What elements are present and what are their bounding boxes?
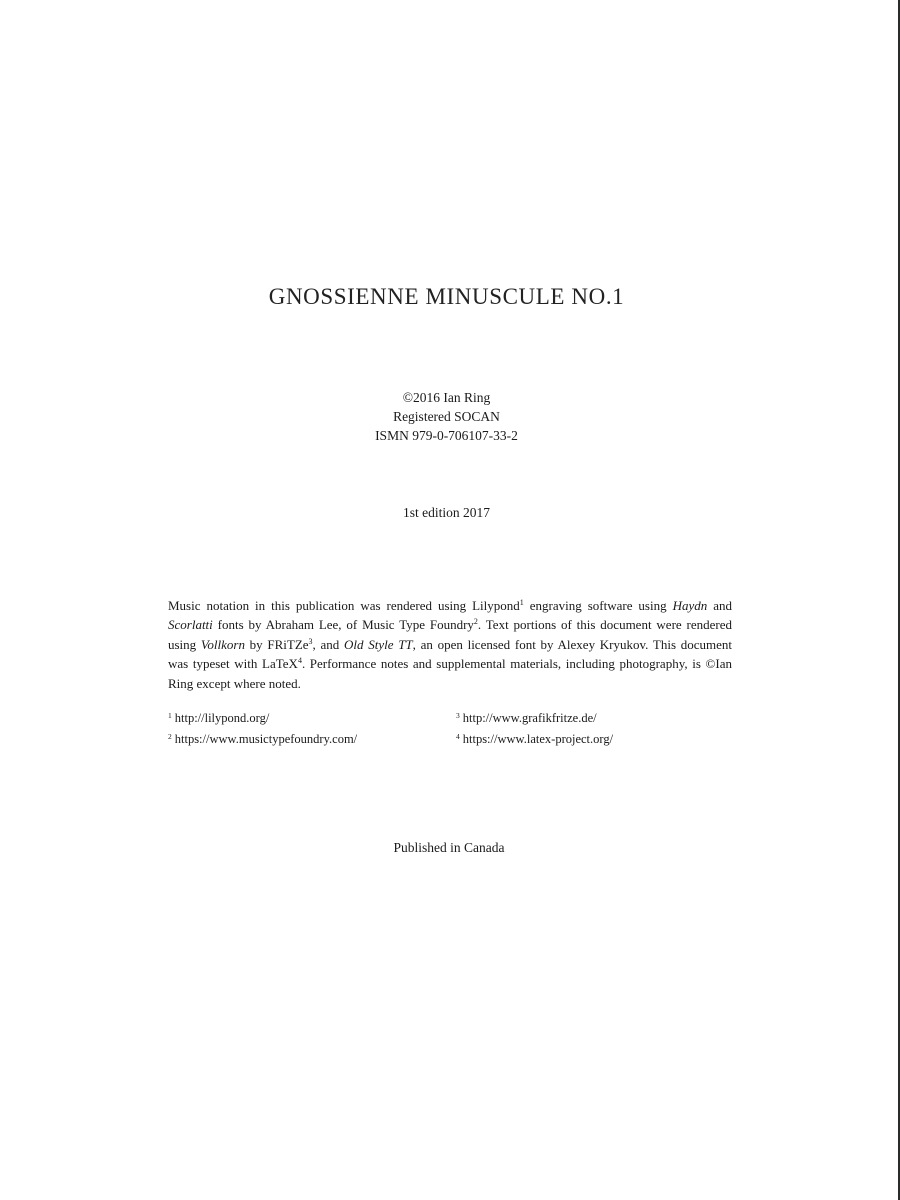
footnote-number: 3 bbox=[456, 711, 460, 720]
page-title: GNOSSIENNE MINUSCULE NO.1 bbox=[268, 284, 625, 309]
credits-text: fonts by Abraham Lee, of Music Type Foundry bbox=[212, 617, 474, 633]
credits-text: Music notation in this publication was rendered using Lilypond bbox=[168, 598, 520, 613]
credits-text: by FRiTZe bbox=[244, 636, 309, 652]
footnote-item bbox=[456, 729, 613, 750]
footnote-number: 4 bbox=[456, 732, 460, 741]
credits-text: engraving software using bbox=[523, 598, 673, 613]
published-line: Published in Canada bbox=[393, 840, 505, 855]
font-name-scorlatti: Scorlatti bbox=[168, 617, 213, 633]
credits-text: , and bbox=[312, 636, 344, 652]
registration-line: Registered SOCAN bbox=[393, 409, 500, 424]
font-name-vollkorn: Vollkorn bbox=[200, 636, 245, 652]
credits-text: . Performance notes and supplemental materials, including photography, is ©Ian Ring except where noted. bbox=[168, 656, 733, 691]
credits-text: , an open licensed font by Alexey Kryukov. This document was typeset with LaTeX bbox=[168, 636, 732, 672]
font-name-oldstyle: Old Style TT bbox=[344, 636, 413, 652]
font-name-haydn: Haydn bbox=[672, 598, 708, 613]
footnote-item bbox=[456, 708, 597, 729]
footnote-item bbox=[168, 729, 357, 750]
footnote-url: http://www.grafikfritze.de/ bbox=[462, 711, 597, 725]
copyright-block bbox=[0, 388, 893, 445]
footnote-ref: 4 bbox=[297, 656, 302, 666]
footnote-url: https://www.latex-project.org/ bbox=[462, 732, 614, 746]
credits-text: . Text portions of this document were rendered using bbox=[168, 617, 732, 652]
footnote-item bbox=[168, 708, 269, 729]
footnote-url: https://www.musictypefoundry.com/ bbox=[174, 732, 358, 746]
edition-line: 1st edition 2017 bbox=[403, 505, 490, 520]
footnote-url: http://lilypond.org/ bbox=[174, 711, 270, 725]
credits-paragraph bbox=[168, 596, 732, 693]
footnote-number: 2 bbox=[168, 732, 172, 741]
footnote-ref: 3 bbox=[308, 636, 313, 646]
footnote-ref: 2 bbox=[473, 617, 478, 627]
footnote-number: 1 bbox=[168, 711, 172, 720]
credits-text: and bbox=[707, 598, 732, 613]
ismn-line: ISMN 979-0-706107-33-2 bbox=[375, 428, 518, 443]
copyright-line: ©2016 Ian Ring bbox=[402, 390, 491, 405]
footnote-ref: 1 bbox=[519, 598, 524, 607]
